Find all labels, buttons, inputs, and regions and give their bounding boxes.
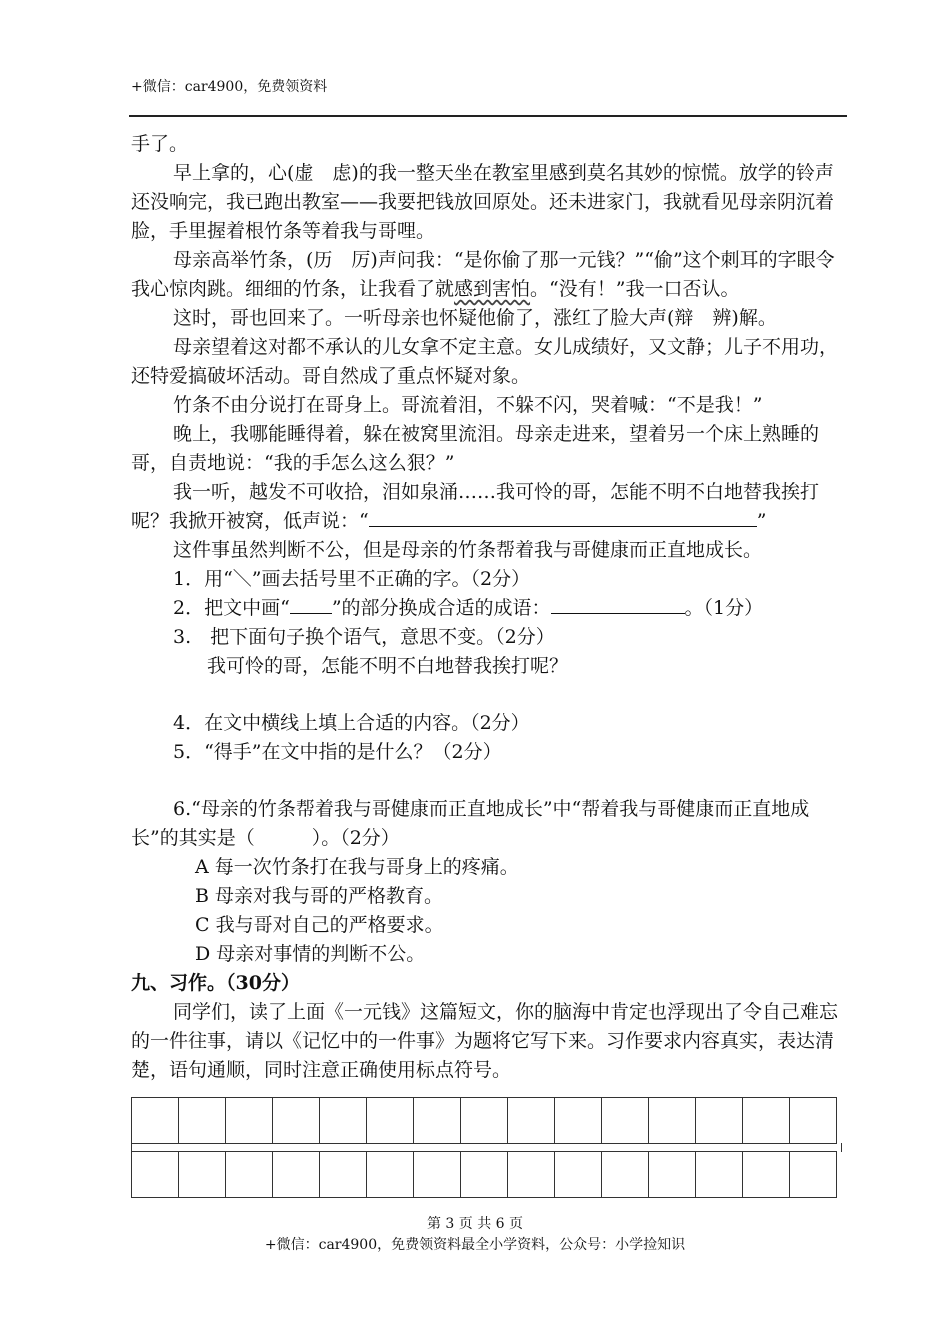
main-content [131,130,847,1085]
answer-space [131,681,847,709]
grid-cell[interactable] [460,1151,508,1198]
grid-cell[interactable] [413,1097,461,1144]
passage-p6: 晚上，我哪能睡得着，躲在被窝里流泪。母亲走进来，望着另一个床上熟睡的哥，自责地说：“我的手怎么这么狠？” [131,423,820,474]
grid-cell[interactable] [742,1151,790,1198]
grid-cell[interactable] [178,1151,226,1198]
grid-cell[interactable] [695,1151,743,1198]
question-6: 6.“母亲的竹条帮着我与哥健康而正直地成长”中“帮着我与哥健康而正直地成长”的其实是（ ）。（2分） [131,798,810,849]
page-number: 第 3 页 共 6 页 [426,1216,524,1232]
section-9-title: 九、习作。（30分） [131,972,300,994]
grid-cell[interactable] [225,1151,273,1198]
passage-p7 [131,478,847,536]
grid-cell[interactable] [366,1151,414,1198]
passage-p7-text-b: ” [756,510,767,532]
grid-cell[interactable] [507,1151,555,1198]
grid-cell[interactable] [272,1151,320,1198]
grid-cell[interactable] [178,1097,226,1144]
question-4: 4．在文中横线上填上合适的内容。（2分） [173,712,530,734]
header-text: +微信：car4900，免费领资料 [131,79,328,95]
idiom-answer-line [551,613,685,614]
grid-cell[interactable] [789,1097,837,1144]
header-rule [129,115,847,117]
grid-cell[interactable] [601,1151,649,1198]
passage-p3: 这时，哥也回来了。一听母亲也怀疑他偷了，涨红了脸大声(辩 辨)解。 [173,307,777,329]
wavy-mark-sample [290,613,332,614]
grid-cell[interactable] [413,1151,461,1198]
grid-cell[interactable] [789,1151,837,1198]
grid-cell[interactable] [366,1097,414,1144]
answer-space [131,767,847,795]
answer-blank-line [369,526,757,527]
passage-p4: 母亲望着这对都不承认的儿女拿不定主意。女儿成绩好，又文静；儿子不用功，还特爱搞破坏活动。哥自然成了重点怀疑对象。 [131,336,839,387]
passage-p7-text-a: 我一听，越发不可收拾，泪如泉涌……我可怜的哥，怎能不明不白地替我挨打呢？我掀开被窝，低声说：“ [131,481,820,532]
grid-cell[interactable] [742,1097,790,1144]
wavy-underlined-phrase: 感到害怕 [454,278,531,300]
passage-p8: 这件事虽然判断不公，但是母亲的竹条帮着我与哥健康而正直地成长。 [173,539,763,561]
question-1: 1．用“＼”画去括号里不正确的字。（2分） [173,568,531,590]
section-9-instructions: 同学们，读了上面《一元钱》这篇短文，你的脑海中肯定也浮现出了令自己难忘的一件往事，请以《记忆中的一件事》为题将它写下来。习作要求内容真实，表达清楚，语句通顺，同时注意正确使用标点符号。 [131,1001,839,1081]
question-2-text-b: ”的部分换成合适的成语： [331,597,551,619]
option-c: C 我与哥对自己的严格要求。 [195,914,444,936]
option-a: A 每一次竹条打在我与哥身上的疼痛。 [195,856,519,878]
question-3-sentence: 我可怜的哥，怎能不明不白地替我挨打呢？ [207,655,569,677]
option-d: D 母亲对事情的判断不公。 [195,943,426,965]
grid-cell[interactable] [648,1097,696,1144]
question-5: 5．“得手”在文中指的是什么？（2分） [173,741,502,763]
question-3: 3. 把下面句子换个语气，意思不变。（2分） [173,626,555,648]
grid-cell[interactable] [554,1151,602,1198]
passage-p5: 竹条不由分说打在哥身上。哥流着泪，不躲不闪，哭着喊：“不是我！” [173,394,763,416]
grid-cell[interactable] [554,1097,602,1144]
grid-cell[interactable] [131,1097,179,1144]
grid-cell[interactable] [131,1151,179,1198]
passage-p1: 早上拿的，心(虚 虑)的我一整天坐在教室里感到莫名其妙的惊慌。放学的铃声还没响完，我已跑出教室——我要把钱放回原处。还未进家门，我就看见母亲阴沉着脸，手里握着根竹条等着我与哥哩。 [131,162,835,242]
footer-note: +微信：car4900，免费领资料最全小学资料，公众号：小学捡知识 [264,1237,686,1253]
grid-cell[interactable] [225,1097,273,1144]
question-2-text-a: 2．把文中画“ [173,597,290,619]
option-b: B 母亲对我与哥的严格教育。 [195,885,444,907]
grid-cell[interactable] [695,1097,743,1144]
grid-cell[interactable] [601,1097,649,1144]
passage-p0: 手了。 [131,133,189,155]
passage-p2-text-b: 。“没有！”我一口否认。 [530,278,740,300]
grid-row-2 [131,1152,842,1198]
grid-cell[interactable] [460,1097,508,1144]
question-2-text-c: 。（1分） [684,597,764,619]
writing-grid [131,1098,842,1198]
grid-cell[interactable] [507,1097,555,1144]
passage-p2-text-a: 母亲高举竹条，(历 厉)声问我：“是你偷了那一元钱？”“偷”这个刺耳的字眼令我心惊肉跳。细细的竹条，让我看了就 [131,249,835,300]
grid-cell[interactable] [319,1151,367,1198]
grid-cell[interactable] [272,1097,320,1144]
question-2 [131,594,847,623]
grid-cell[interactable] [648,1151,696,1198]
grid-cell[interactable] [319,1097,367,1144]
passage-p2 [131,246,847,304]
grid-row-1 [131,1098,842,1144]
